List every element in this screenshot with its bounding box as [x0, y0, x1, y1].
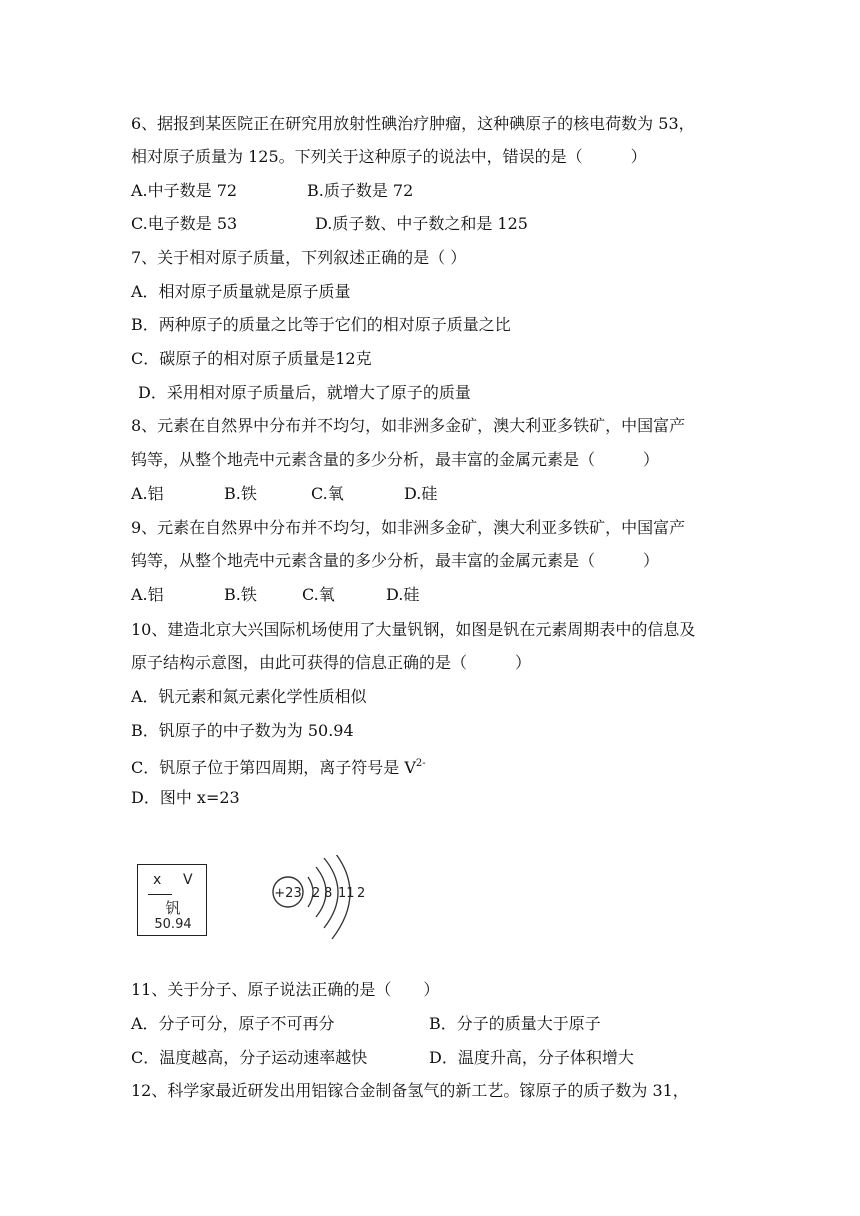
q9-option-b: B.铁: [224, 585, 257, 604]
atomic-number-underline: [148, 894, 172, 895]
element-symbol: V: [183, 872, 193, 888]
q9-stem-line2: 钨等，从整个地壳中元素含量的多少分析，最丰富的金属元素是（ ）: [131, 551, 660, 570]
q10-option-d: D．图中 x=23: [131, 788, 240, 807]
q11-option-b: B．分子的质量大于原子: [429, 1014, 601, 1033]
shell-2-count: 8: [324, 886, 333, 901]
q9-option-d: D.硅: [386, 585, 420, 604]
q6-option-b: B.质子数是 72: [307, 181, 414, 200]
q11-option-d: D．温度升高，分子体积增大: [429, 1048, 634, 1067]
q9-option-c: C.氧: [302, 585, 335, 604]
vanadium-figure: [134, 855, 374, 965]
q7-option-d: D．采用相对原子质量后，就增大了原子的质量: [138, 383, 471, 402]
q6-option-a: A.中子数是 72: [131, 181, 238, 200]
atomic-mass: 50.94: [154, 917, 192, 932]
q10-option-c: [131, 754, 426, 778]
q8-option-b: B.铁: [224, 484, 257, 503]
q10-stem-line1: 10、建造北京大兴国际机场使用了大量钒钢，如图是钒在元素周期表中的信息及: [131, 620, 696, 639]
q10-option-b: B．钒原子的中子数为为 50.94: [131, 721, 354, 740]
q6-stem-line2: 相对原子质量为 125。下列关于这种原子的说法中，错误的是（ ）: [131, 147, 647, 166]
q12-stem-line1: 12、科学家最近研发出用铝镓合金制备氢气的新工艺。镓原子的质子数为 31，: [131, 1081, 689, 1100]
q6-option-d: D.质子数、中子数之和是 125: [315, 214, 528, 233]
q11-stem: 11、关于分子、原子说法正确的是（ ）: [131, 980, 440, 999]
q8-option-d: D.硅: [404, 484, 438, 503]
q7-option-a: A．相对原子质量就是原子质量: [131, 282, 351, 301]
q7-stem: 7、关于相对原子质量，下列叙述正确的是（ ）: [131, 248, 467, 267]
shell-1-count: 2: [312, 886, 321, 901]
q8-option-c: C.氧: [311, 484, 344, 503]
q10-stem-line2: 原子结构示意图，由此可获得的信息正确的是（ ）: [131, 653, 532, 672]
q6-stem-line1: 6、据报到某医院正在研究用放射性碘治疗肿瘤，这种碘原子的核电荷数为 53，: [131, 114, 695, 133]
nucleus-charge: +23: [274, 886, 302, 901]
q8-stem-line2: 钨等，从整个地壳中元素含量的多少分析，最丰富的金属元素是（ ）: [131, 450, 660, 469]
q11-option-c: C．温度越高，分子运动速率越快: [131, 1048, 368, 1067]
q7-option-c: C．碳原子的相对原子质量是12克: [131, 349, 372, 368]
q8-stem-line1: 8、元素在自然界中分布并不均匀，如非洲多金矿，澳大利亚多铁矿，中国富产: [131, 416, 686, 435]
q10-option-c-text: C．钒原子位于第四周期，离子符号是 V: [131, 758, 416, 777]
q6-option-c: C.电子数是 53: [131, 214, 238, 233]
atomic-number-placeholder: x: [153, 872, 162, 888]
shell-4-count: 2: [357, 886, 366, 901]
q8-option-a: A.铝: [131, 484, 164, 503]
q11-option-a: A．分子可分，原子不可再分: [131, 1014, 335, 1033]
shell-3-count: 11: [338, 886, 355, 901]
periodic-table-cell: [137, 864, 207, 936]
q9-stem-line1: 9、元素在自然界中分布并不均匀，如非洲多金矿，澳大利亚多铁矿，中国富产: [131, 518, 686, 537]
q9-option-a: A.铝: [131, 585, 164, 604]
q7-option-b: B．两种原子的质量之比等于它们的相对原子质量之比: [131, 315, 511, 334]
q10-option-c-charge: 2-: [415, 758, 426, 769]
q10-option-a: A．钒元素和氮元素化学性质相似: [131, 687, 367, 706]
atomic-structure-diagram: [270, 855, 374, 965]
element-name: 钒: [165, 899, 181, 917]
